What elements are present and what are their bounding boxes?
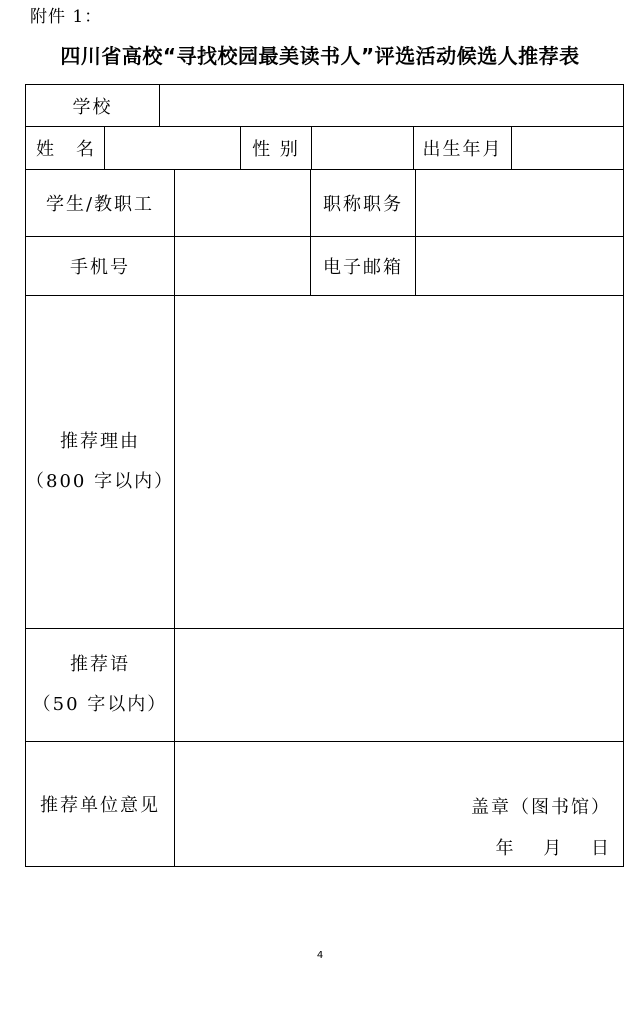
- reason-label-cell: [25, 295, 175, 629]
- name-label: 姓 名: [36, 139, 96, 160]
- quote-label-cell: [25, 628, 175, 742]
- document-title: 四川省高校“寻找校园最美读书人”评选活动候选人推荐表: [60, 44, 580, 68]
- role-label: 学生/教职工: [45, 194, 155, 215]
- position-label: 职称职务: [323, 194, 403, 215]
- reason-field[interactable]: [174, 295, 624, 629]
- opinion-label: 推荐单位意见: [40, 795, 160, 816]
- quote-label-line1: 推荐语: [70, 654, 130, 675]
- email-label: 电子邮箱: [323, 257, 403, 278]
- role-field[interactable]: [174, 169, 311, 237]
- school-label: 学校: [72, 96, 113, 118]
- birth-label: 出生年月: [422, 139, 503, 160]
- phone-label: 手机号: [70, 257, 130, 278]
- school-label-cell: [25, 84, 160, 127]
- page-number: 4: [316, 950, 324, 961]
- email-label-cell: [310, 236, 416, 296]
- phone-label-cell: [25, 236, 175, 296]
- reason-label-line1: 推荐理由: [60, 431, 140, 452]
- position-label-cell: [310, 169, 416, 237]
- opinion-label-cell: [25, 741, 175, 867]
- birth-label-cell: [413, 126, 512, 170]
- attachment-label: 附件 1：: [30, 7, 103, 27]
- gender-label: 性 别: [252, 139, 300, 160]
- name-field[interactable]: [104, 126, 241, 170]
- position-field[interactable]: [415, 169, 624, 237]
- role-label-cell: [25, 169, 175, 237]
- quote-label-line2: （50 字以内）: [32, 694, 168, 715]
- recommendation-form: [25, 84, 624, 867]
- name-label-cell: [25, 126, 105, 170]
- gender-field[interactable]: [311, 126, 414, 170]
- date-text: 年 月 日: [495, 838, 611, 859]
- birth-field[interactable]: [511, 126, 624, 170]
- seal-text: 盖章（图书馆）: [471, 797, 611, 818]
- school-field[interactable]: [159, 84, 624, 127]
- opinion-field[interactable]: [174, 741, 624, 867]
- email-field[interactable]: [415, 236, 624, 296]
- quote-field[interactable]: [174, 628, 624, 742]
- phone-field[interactable]: [174, 236, 311, 296]
- reason-label-line2: （800 字以内）: [26, 471, 175, 492]
- gender-label-cell: [240, 126, 312, 170]
